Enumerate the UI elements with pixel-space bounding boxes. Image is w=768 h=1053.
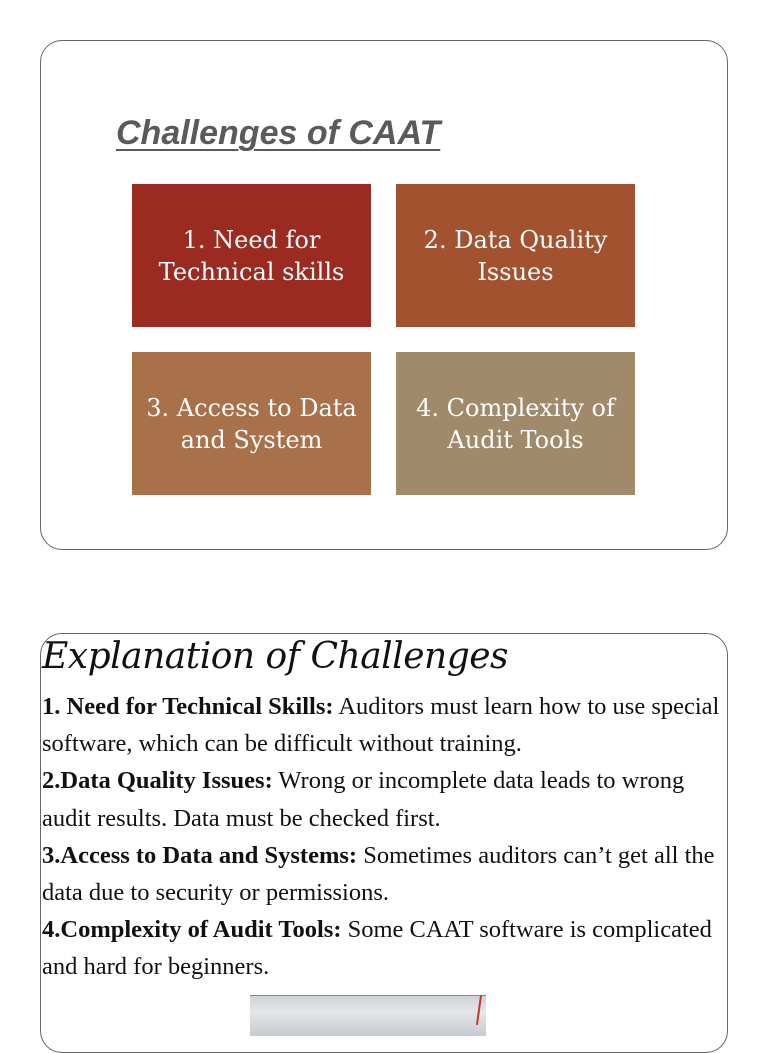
explanation-item xyxy=(42,911,726,985)
illustration-image xyxy=(250,995,486,1036)
tile-label: 1. Need for Technical skills xyxy=(158,225,345,286)
explanation-heading: 1. Need for Technical Skills: xyxy=(42,693,334,720)
explanation-text: Auditors must learn how to use special software, which can be difficult without training. xyxy=(42,693,720,758)
explanation-heading: 2.Data Quality Issues: xyxy=(42,767,273,795)
explanation-title: Explanation of Challenges xyxy=(42,636,509,677)
explanation-text: Some CAAT software is complicated and hard for beginners. xyxy=(42,916,712,981)
explanation-text: Wrong or incomplete data leads to wrong audit results. Data must be checked first. xyxy=(42,767,685,832)
challenge-tile-technical-skills xyxy=(132,184,371,327)
slide-title: Challenges of CAAT xyxy=(116,114,441,152)
tile-label: 2. Data Quality Issues xyxy=(423,225,608,286)
tile-label: 4. Complexity of Audit Tools xyxy=(416,393,615,454)
explanation-text: Sometimes auditors can’t get all the data due to security or permissions. xyxy=(42,841,715,907)
explanation-heading: 4.Complexity of Audit Tools: xyxy=(42,916,342,944)
challenge-tile-access xyxy=(132,352,371,495)
explanation-heading: 3.Access to Data and Systems: xyxy=(42,841,358,869)
challenge-tile-complexity xyxy=(396,352,635,495)
challenge-tile-data-quality xyxy=(396,184,635,327)
explanation-item xyxy=(42,837,726,911)
explanation-item xyxy=(42,688,726,762)
tile-label: 3. Access to Data and System xyxy=(146,393,357,454)
explanation-body xyxy=(42,688,726,986)
explanation-item xyxy=(42,762,726,836)
